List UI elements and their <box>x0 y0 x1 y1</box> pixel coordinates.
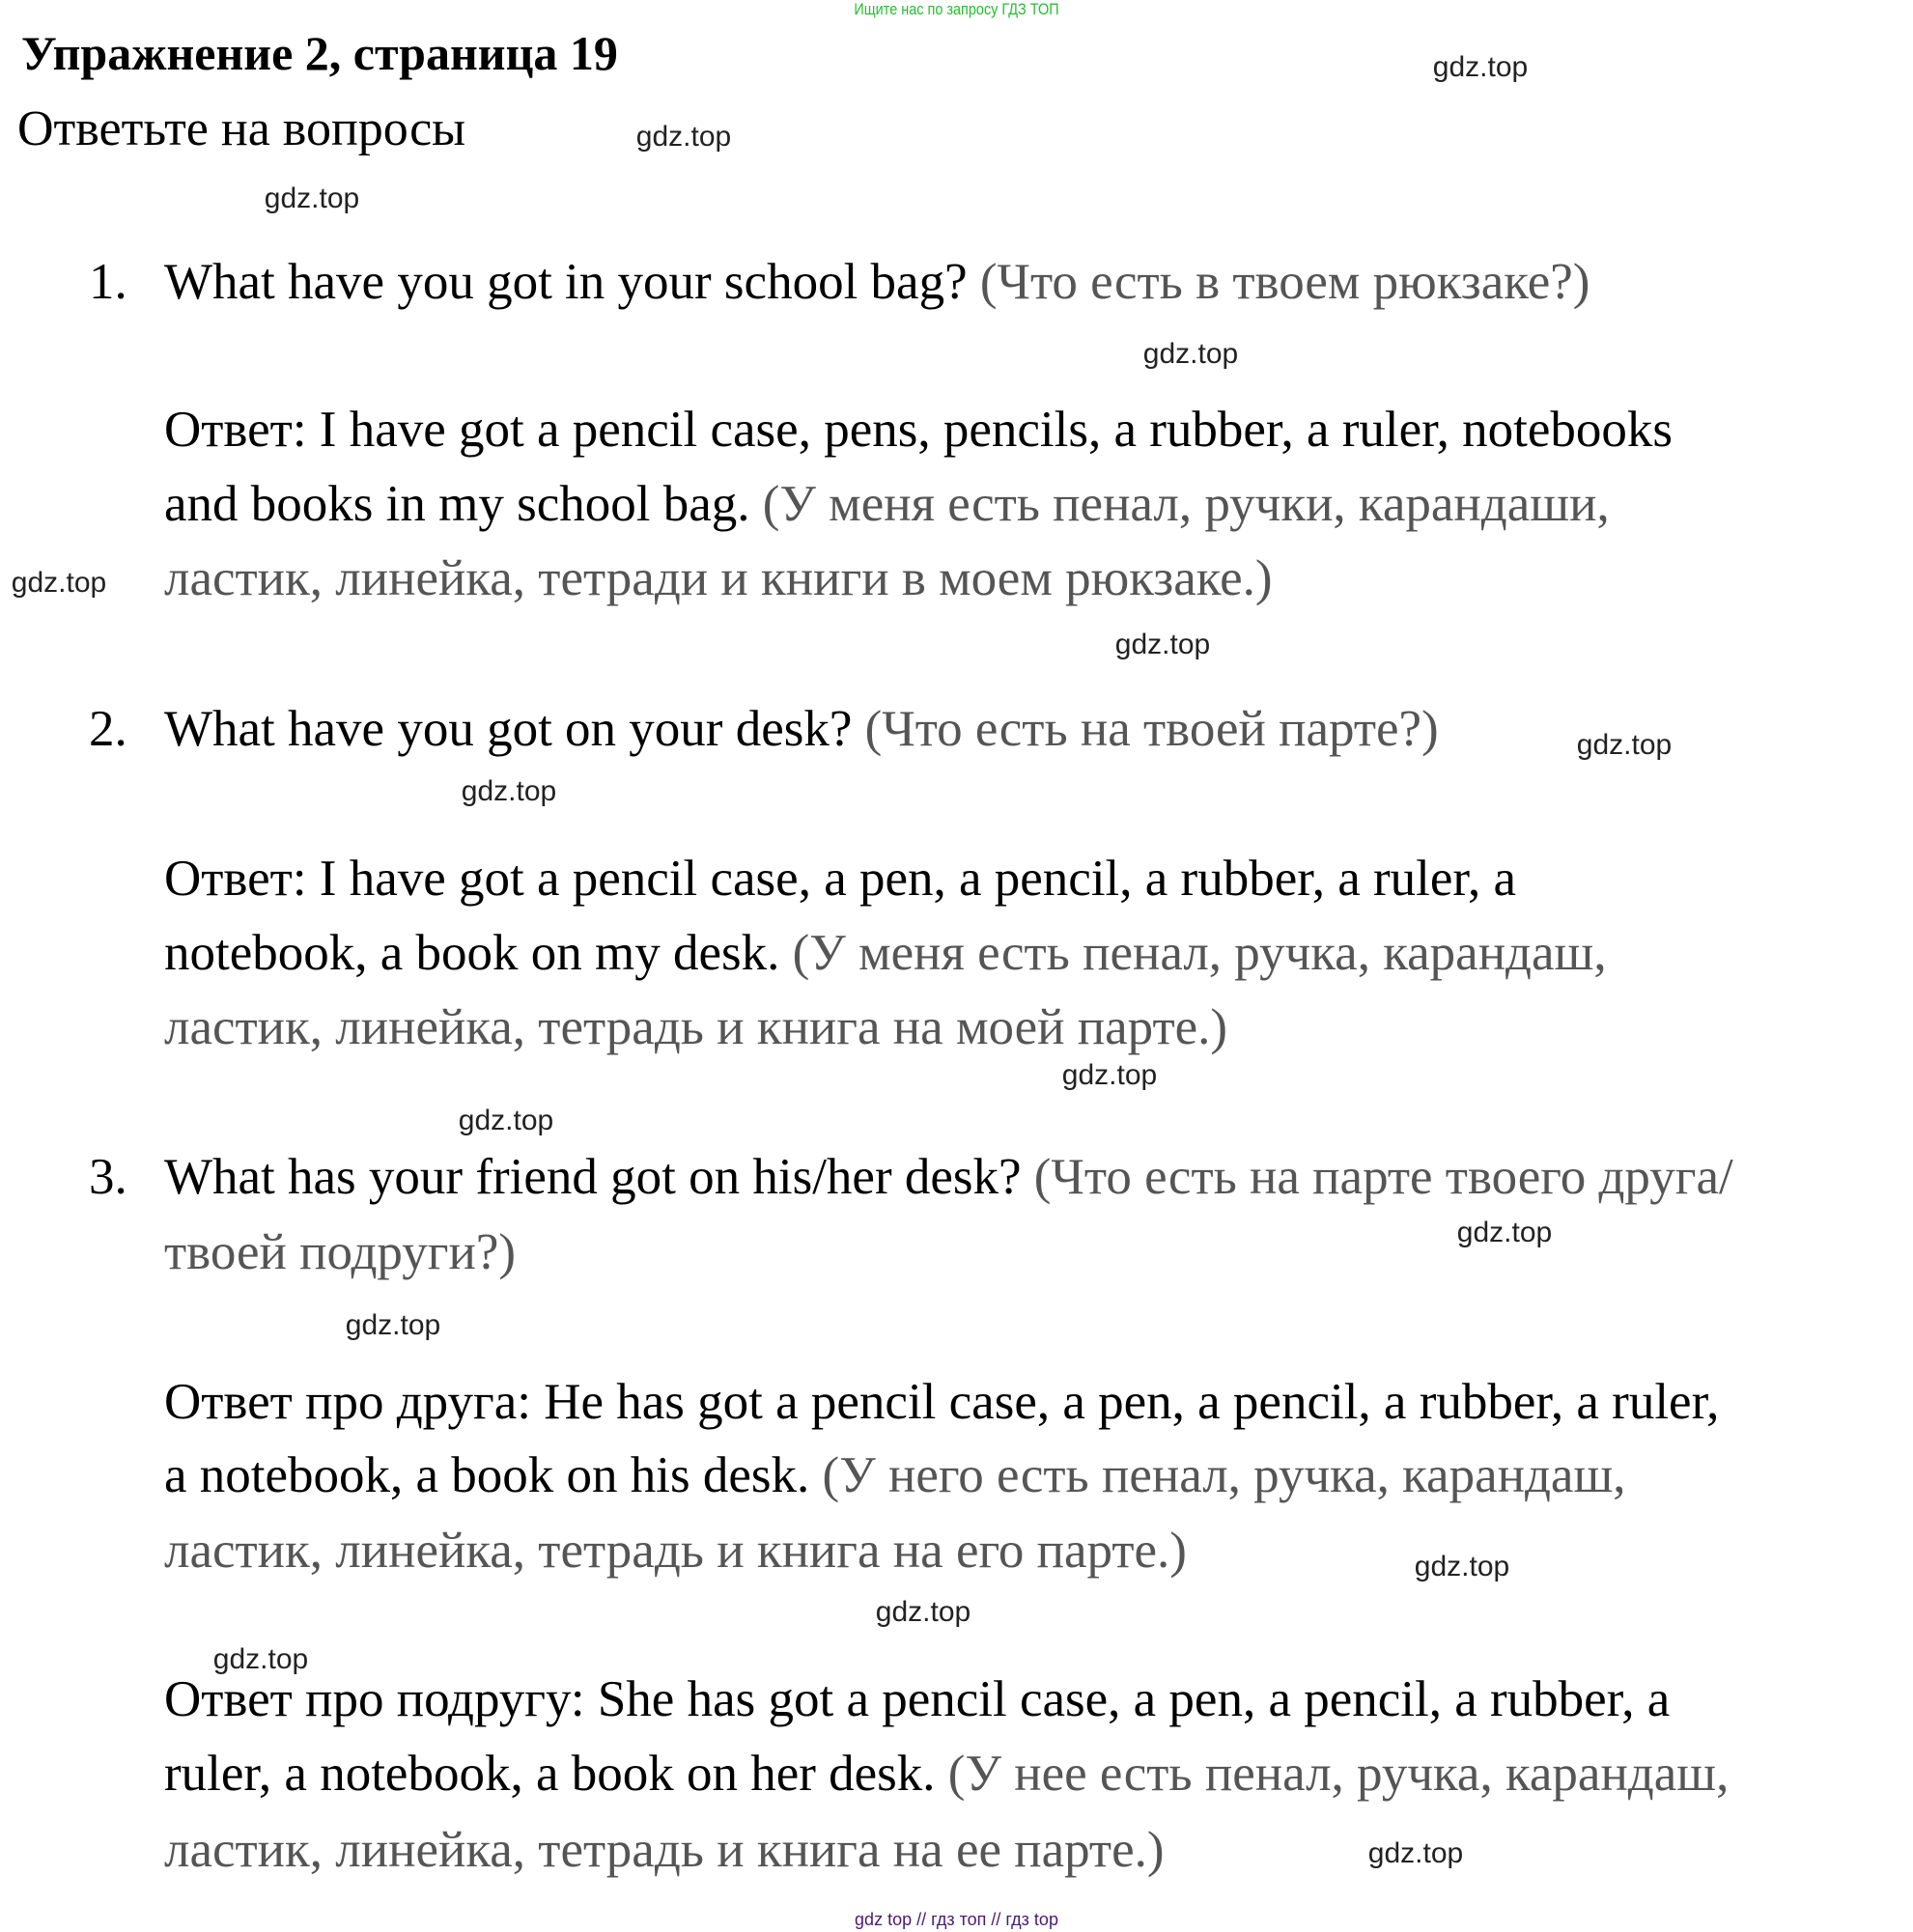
russian-translation: (У меня есть пенал, ручки, карандаши, <box>762 476 1610 532</box>
english-text: What have you got on your desk? <box>164 701 865 757</box>
english-text: Ответ про друга: He has got a pencil case, a pen, a pencil, a rubber, a ruler, <box>164 1374 1720 1430</box>
watermark-text: gdz.top <box>1114 629 1211 660</box>
watermark-text: gdz.top <box>461 775 557 807</box>
english-text: notebook, a book on my desk. <box>164 925 793 981</box>
watermark-text: gdz.top <box>1456 1217 1553 1248</box>
question-number: 3. <box>89 1149 127 1205</box>
answer-line <box>164 1371 1719 1433</box>
english-text: Ответ: I have got a pencil case, pens, pencils, a rubber, a ruler, notebooks <box>164 402 1674 458</box>
footer-links[interactable]: gdz top // гдз топ // гдз top <box>855 1910 1058 1929</box>
question-line <box>89 1146 1733 1208</box>
answer-line <box>164 996 1227 1058</box>
page-title: Упражнение 2, страница 19 <box>21 26 618 80</box>
english-text: Ответ: I have got a pencil case, a pen, a pencil, a rubber, a ruler, a <box>164 851 1516 907</box>
russian-translation: (У него есть пенал, ручка, карандаш, <box>822 1447 1626 1503</box>
english-text: ruler, a notebook, a book on her desk. <box>164 1746 948 1802</box>
russian-translation: ластик, линейка, тетрадь и книга на ее парте.) <box>164 1822 1165 1878</box>
russian-translation: (У меня есть пенал, ручка, карандаш, <box>792 925 1607 981</box>
question-line <box>89 698 1439 760</box>
russian-translation: (Что есть на твоей парте?) <box>864 701 1439 757</box>
answer-line <box>164 1668 1670 1730</box>
watermark-text: gdz.top <box>345 1309 441 1341</box>
answer-line <box>164 848 1516 910</box>
question-number: 1. <box>89 254 127 310</box>
watermark-text: gdz.top <box>1061 1059 1158 1091</box>
russian-translation: (Что есть на парте твоего друга/ <box>1033 1149 1733 1205</box>
page-subtitle: Ответьте на вопросы <box>17 101 466 156</box>
watermark-text: gdz.top <box>635 121 732 153</box>
watermark-text: gdz.top <box>1432 51 1529 83</box>
promo-banner[interactable]: Ищите нас по запросу ГДЗ ТОП <box>854 0 1059 18</box>
answer-line <box>164 547 1273 609</box>
answer-line <box>164 399 1673 461</box>
russian-translation: (У нее есть пенал, ручка, карандаш, <box>947 1746 1730 1802</box>
answer-line <box>164 473 1610 535</box>
watermark-text: gdz.top <box>1576 729 1673 761</box>
answer-line <box>164 1520 1187 1582</box>
answer-line <box>164 922 1607 984</box>
watermark-text: gdz.top <box>264 182 360 214</box>
question-line <box>89 251 1590 313</box>
watermark-text: gdz.top <box>458 1105 554 1136</box>
russian-translation: (Что есть в твоем рюкзаке?) <box>979 254 1590 310</box>
question-number: 2. <box>89 701 127 757</box>
russian-translation: ластик, линейка, тетради и книги в моем рюкзаке.) <box>164 550 1273 606</box>
english-text: What have you got in your school bag? <box>164 254 980 310</box>
english-text: Ответ про подругу: She has got a pencil case, a pen, a pencil, a rubber, a <box>164 1671 1671 1727</box>
watermark-text: gdz.top <box>875 1596 971 1628</box>
watermark-text: gdz.top <box>11 567 107 599</box>
answer-line <box>164 1819 1165 1881</box>
watermark-text: gdz.top <box>1142 338 1239 370</box>
answer-line <box>164 1743 1729 1805</box>
russian-translation: твоей подруги?) <box>164 1224 516 1280</box>
watermark-text: gdz.top <box>1367 1837 1464 1869</box>
watermark-text: gdz.top <box>1414 1551 1510 1582</box>
answer-line <box>164 1221 516 1283</box>
watermark-text: gdz.top <box>212 1643 309 1675</box>
russian-translation: ластик, линейка, тетрадь и книга на его парте.) <box>164 1523 1187 1579</box>
russian-translation: ластик, линейка, тетрадь и книга на моей парте.) <box>164 999 1228 1055</box>
answer-line <box>164 1444 1626 1506</box>
english-text: What has your friend got on his/her desk? <box>164 1149 1034 1205</box>
english-text: and books in my school bag. <box>164 476 763 532</box>
english-text: a notebook, a book on his desk. <box>164 1447 823 1503</box>
